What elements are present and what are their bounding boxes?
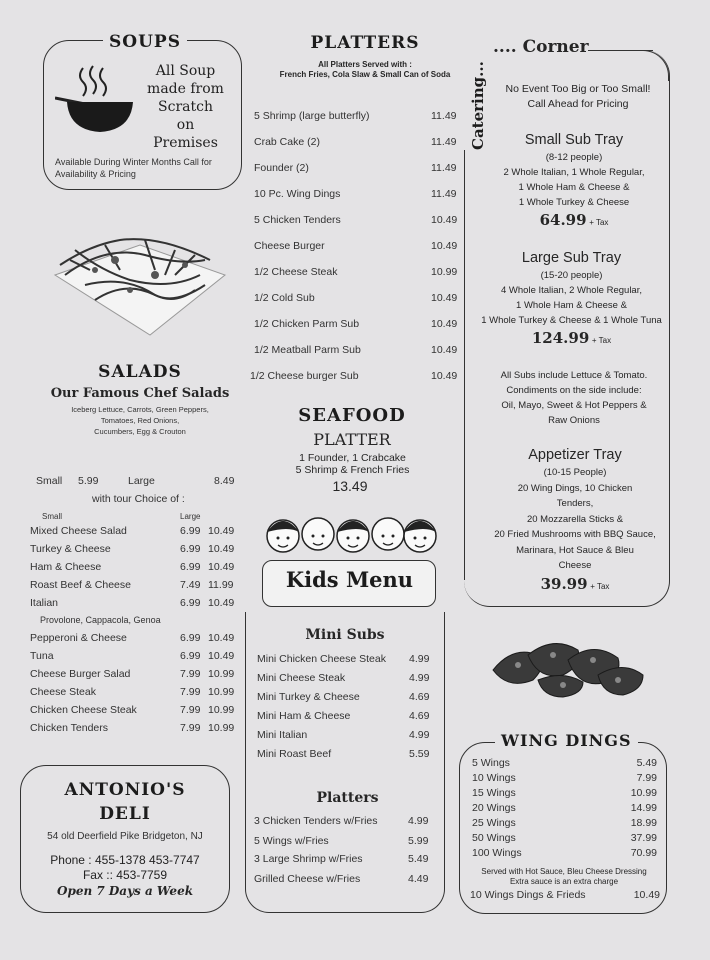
mini-sub-name: Mini Ham & Cheese — [257, 710, 351, 722]
platter-item-price: 10.49 — [431, 370, 458, 382]
appetizer-line-6: Cheese — [558, 560, 592, 571]
catering-side-label: Catering... — [469, 61, 487, 150]
salad-item-detail — [40, 615, 245, 630]
wing-item — [472, 787, 657, 802]
salad-item-large: 10.49 — [208, 632, 235, 644]
wings-note-line-2: Extra sauce is an extra charge — [509, 877, 619, 886]
wing-item-price: 70.99 — [630, 847, 657, 859]
wings-image — [488, 630, 648, 705]
wing-item-name: 20 Wings — [472, 802, 516, 814]
mini-sub-price: 5.59 — [409, 748, 430, 760]
catering-intro-line-1: No Event Too Big or Too Small! — [505, 83, 651, 95]
platter-item-name: 1/2 Cheese Steak — [254, 266, 338, 278]
wings-list — [472, 757, 657, 867]
salad-item-name: Mixed Cheese Salad — [30, 525, 127, 537]
platter-item-price: 10.49 — [431, 214, 458, 226]
seafood-title: SEAFOOD — [298, 405, 406, 426]
platter-item-name: Founder (2) — [254, 162, 309, 174]
kids-platter-name: Grilled Cheese w/Fries — [254, 873, 361, 885]
platter-item-name: 1/2 Chicken Parm Sub — [254, 318, 360, 330]
appetizer-people: (10-15 People) — [543, 467, 607, 478]
salad-item — [30, 525, 245, 540]
platter-item — [254, 240, 464, 255]
large-sub-price: 124.99 — [531, 329, 590, 347]
wing-item-name: 100 Wings — [472, 847, 522, 859]
salad-item-large: 10.49 — [208, 525, 235, 537]
mini-sub-price: 4.99 — [409, 672, 430, 684]
salads-large-price: 8.49 — [214, 475, 235, 487]
catering-box-left-rule — [464, 150, 465, 580]
wing-item — [472, 817, 657, 832]
wings-note — [464, 867, 664, 887]
platter-item — [254, 136, 464, 151]
wing-item-price: 5.49 — [636, 757, 657, 769]
salad-item-small: 6.99 — [180, 561, 201, 573]
platter-item-price: 11.49 — [431, 110, 457, 122]
large-sub-price-row — [474, 331, 669, 348]
platters-subtitle-line-1: All Platters Served with : — [318, 60, 412, 69]
salad-item — [30, 543, 245, 558]
kids-platter-item — [254, 853, 434, 868]
salads-title: SALADS — [98, 362, 182, 382]
salad-item — [30, 722, 245, 737]
platter-item — [254, 162, 464, 177]
subs-note-line-1: All Subs include Lettuce & Tomato. — [500, 370, 648, 381]
soups-line-3: Scratch — [158, 99, 213, 115]
salad-item-large: 11.99 — [208, 579, 234, 591]
large-sub-people: (15-20 people) — [540, 270, 603, 281]
subs-note-line-3: Oil, Mayo, Sweet & Hot Peppers & — [501, 400, 647, 411]
mini-sub-item — [257, 729, 437, 744]
platter-item-price: 10.49 — [431, 318, 458, 330]
small-sub-line-3: 1 Whole Turkey & Cheese — [518, 197, 630, 208]
salad-item-small: 6.99 — [180, 543, 201, 555]
salad-item-large: 10.49 — [208, 543, 235, 555]
platter-item-price: 10.49 — [431, 344, 458, 356]
wings-combo — [470, 889, 660, 903]
wing-item — [472, 802, 657, 817]
salads-ingredients — [40, 404, 240, 437]
salad-item — [30, 597, 245, 612]
subs-note-line-4: Raw Onions — [548, 415, 600, 426]
mini-sub-item — [257, 672, 437, 687]
platters-subtitle — [250, 60, 480, 80]
salad-item — [30, 686, 245, 701]
salad-item-large: 10.49 — [208, 597, 235, 609]
deli-name-line-1: ANTONIO'S — [64, 780, 186, 800]
small-sub-tax: + Tax — [589, 218, 609, 227]
wing-item — [472, 772, 657, 787]
salad-item-name: Provolone, Cappacola, Genoa — [40, 615, 161, 625]
salads-ingredients-line-3: Cucumbers, Egg & Crouton — [94, 427, 186, 436]
mini-sub-item — [257, 748, 437, 763]
kids-platter-name: 3 Large Shrimp w/Fries — [254, 853, 363, 865]
salad-item-small: 6.99 — [180, 650, 201, 662]
salads-small-label: Small — [36, 475, 63, 487]
platter-item-price: 10.99 — [431, 266, 458, 278]
mini-sub-price: 4.99 — [409, 729, 430, 741]
soups-note: Available During Winter Months Call for Availability & Pricing — [55, 157, 212, 179]
mini-sub-price: 4.99 — [409, 653, 430, 665]
platter-item — [254, 318, 464, 333]
mini-sub-item — [257, 691, 437, 706]
soups-line-5: Premises — [153, 135, 218, 151]
platter-item — [250, 370, 464, 385]
soup-bowl-icon — [55, 62, 135, 137]
wing-item-name: 5 Wings — [472, 757, 510, 769]
deli-phone: Phone : 455-1378 453-7747 — [50, 853, 200, 867]
appetizer-line-5: Marinara, Hot Sauce & Bleu — [516, 544, 634, 556]
salads-col-small: Small — [42, 512, 63, 521]
appetizer-line-4: 20 Fried Mushrooms with BBQ Sauce, — [494, 529, 656, 540]
platter-item-name: 1/2 Cold Sub — [254, 292, 315, 304]
catering-intro — [488, 82, 668, 112]
salad-item-small: 7.49 — [180, 579, 201, 591]
salad-item — [30, 704, 245, 719]
seafood-subtitle: PLATTER — [313, 430, 391, 449]
mini-sub-item — [257, 653, 437, 668]
soups-title: SOUPS — [103, 32, 187, 52]
platter-item-price: 10.49 — [431, 240, 458, 252]
small-sub-tray — [484, 130, 664, 230]
salads-ingredients-line-2: Tomatoes, Red Onions, — [100, 416, 180, 425]
wings-combo-name: 10 Wings Dings & Frieds — [470, 889, 586, 901]
salad-item-small: 7.99 — [180, 686, 201, 698]
platter-item-name: 5 Shrimp (large butterfly) — [254, 110, 370, 122]
mini-sub-price: 4.69 — [409, 710, 430, 722]
salad-item-name: Cheese Steak — [30, 686, 96, 698]
platter-item — [254, 214, 464, 229]
salad-item-small: 6.99 — [180, 597, 201, 609]
deli-hours: Open 7 Days a Week — [56, 884, 194, 898]
kids-platters-list — [254, 815, 434, 890]
salad-item — [30, 650, 245, 665]
wings-note-line-1: Served with Hot Sauce, Bleu Cheese Dressing — [481, 867, 647, 876]
small-sub-price-row — [484, 213, 664, 230]
mini-sub-name: Mini Roast Beef — [257, 748, 332, 760]
platters-list — [250, 110, 464, 390]
salad-item-name: Chicken Cheese Steak — [30, 704, 137, 716]
subs-note — [484, 368, 664, 428]
wing-item — [472, 757, 657, 772]
kids-platter-item — [254, 815, 434, 830]
soups-line-4: on — [176, 117, 195, 133]
platter-item — [254, 266, 464, 281]
platters-title: PLATTERS — [310, 33, 420, 53]
seafood-line-1: 1 Founder, 1 Crabcake — [299, 452, 406, 464]
salad-item-small: 7.99 — [180, 668, 201, 680]
salad-image — [45, 205, 235, 340]
kids-platter-price: 4.49 — [408, 873, 429, 885]
platter-item — [254, 110, 464, 125]
small-sub-line-2: 1 Whole Ham & Cheese & — [518, 182, 630, 193]
appetizer-price-row — [480, 574, 670, 595]
deli-name-line-2: DELI — [99, 804, 151, 824]
wing-item — [472, 832, 657, 847]
salads-col-large: Large — [180, 512, 201, 521]
kids-platters-title: Platters — [316, 790, 379, 806]
small-sub-people: (8-12 people) — [545, 152, 603, 163]
salad-item — [30, 668, 245, 683]
corner-title: .... Corner — [493, 37, 589, 57]
wing-item-price: 10.99 — [630, 787, 657, 799]
salad-item-name: Pepperoni & Cheese — [30, 632, 127, 644]
salad-item-name: Ham & Cheese — [30, 561, 102, 573]
platter-item — [254, 292, 464, 307]
salad-item-small: 7.99 — [180, 722, 201, 734]
salad-item-large: 10.99 — [208, 686, 235, 698]
appetizer-tax: + Tax — [590, 581, 610, 591]
platter-item-name: Crab Cake (2) — [254, 136, 320, 148]
appetizer-title: Appetizer Tray — [528, 447, 622, 463]
mini-sub-price: 4.69 — [409, 691, 430, 703]
salad-item-name: Roast Beef & Cheese — [30, 579, 131, 591]
kids-faces-image — [255, 506, 445, 566]
large-sub-line-1: 4 Whole Italian, 2 Whole Regular, — [501, 285, 642, 296]
salad-item — [30, 632, 245, 647]
platter-item-name: 10 Pc. Wing Dings — [254, 188, 341, 200]
salads-list — [30, 525, 245, 740]
soups-line-1: All Soup — [155, 63, 216, 79]
salad-item — [30, 579, 245, 594]
large-sub-line-3: 1 Whole Turkey & Cheese & 1 Whole Tuna — [481, 315, 662, 326]
soups-description — [138, 62, 233, 152]
large-sub-tax: + Tax — [591, 336, 612, 345]
mini-sub-name: Mini Italian — [257, 729, 308, 741]
platter-item — [254, 188, 464, 203]
large-sub-title: Large Sub Tray — [521, 250, 622, 266]
platter-item-name: 5 Chicken Tenders — [254, 214, 341, 226]
platters-subtitle-line-2: French Fries, Cola Slaw & Small Can of Soda — [279, 70, 451, 79]
deli-fax: Fax :: 453-7759 — [82, 868, 168, 882]
salad-item-small: 6.99 — [180, 525, 201, 537]
salad-item-small: 7.99 — [180, 704, 201, 716]
salads-subtitle: Our Famous Chef Salads — [50, 386, 230, 401]
salad-item-large: 10.49 — [208, 650, 235, 662]
kids-menu-title: Kids Menu — [285, 567, 414, 592]
kids-platter-item — [254, 873, 434, 888]
wing-item-name: 15 Wings — [472, 787, 516, 799]
seafood-price: 13.49 — [332, 478, 368, 494]
deli-address: 54 old Deerfield Pike Bridgeton, NJ — [47, 831, 203, 842]
platter-item-price: 11.49 — [431, 136, 457, 148]
kids-platter-item — [254, 835, 434, 850]
salad-item-name: Chicken Tenders — [30, 722, 109, 734]
platter-item-name: 1/2 Meatball Parm Sub — [254, 344, 361, 356]
salads-choice-text: with tour Choice of : — [92, 493, 185, 505]
platter-item — [254, 344, 464, 359]
seafood-line-2: 5 Shrimp & French Fries — [295, 464, 410, 476]
mini-subs-title: Mini Subs — [305, 627, 385, 643]
subs-note-line-2: Condiments on the side include: — [506, 385, 642, 396]
large-sub-line-2: 1 Whole Ham & Cheese & — [516, 300, 627, 311]
appetizer-line-3: 20 Mozzarella Sticks & — [526, 513, 624, 525]
mini-sub-name: Mini Cheese Steak — [257, 672, 346, 684]
kids-platter-name: 3 Chicken Tenders w/Fries — [254, 815, 378, 827]
salad-item-large: 10.99 — [208, 722, 235, 734]
soups-line-2: made from — [147, 81, 224, 97]
small-sub-title: Small Sub Tray — [524, 132, 624, 148]
platter-item-price: 11.49 — [431, 188, 457, 200]
salads-ingredients-line-1: Iceberg Lettuce, Carrots, Green Peppers, — [71, 405, 209, 414]
seafood-description — [260, 452, 445, 476]
catering-box-top-curve — [640, 50, 669, 81]
wing-item-price: 14.99 — [630, 802, 657, 814]
salads-small-price: 5.99 — [78, 475, 99, 487]
mini-sub-name: Mini Chicken Cheese Steak — [257, 653, 386, 665]
salad-item-large: 10.99 — [208, 704, 235, 716]
appetizer-tray — [480, 445, 670, 594]
kids-platter-price: 5.99 — [408, 835, 429, 847]
mini-sub-item — [257, 710, 437, 725]
wing-item-price: 18.99 — [630, 817, 657, 829]
platter-item-name: 1/2 Cheese burger Sub — [250, 370, 359, 382]
appetizer-price: 39.99 — [540, 574, 588, 593]
wing-item-price: 7.99 — [636, 772, 657, 784]
salads-size-row — [36, 475, 241, 489]
wings-combo-price: 10.49 — [633, 889, 660, 901]
wing-dings-title: WING DINGS — [495, 731, 638, 750]
salad-item-large: 10.49 — [208, 561, 235, 573]
salad-item-name: Turkey & Cheese — [30, 543, 111, 555]
platter-item-name: Cheese Burger — [254, 240, 325, 252]
appetizer-line-2: Tenders, — [556, 498, 594, 509]
wing-item-name: 10 Wings — [472, 772, 516, 784]
wing-item — [472, 847, 657, 862]
salad-item — [30, 561, 245, 576]
mini-sub-name: Mini Turkey & Cheese — [257, 691, 360, 703]
salad-item-name: Italian — [30, 597, 59, 609]
salad-item-small: 6.99 — [180, 632, 201, 644]
small-sub-line-1: 2 Whole Italian, 1 Whole Regular, — [503, 167, 645, 178]
catering-intro-line-2: Call Ahead for Pricing — [527, 98, 629, 110]
mini-subs-list — [257, 653, 437, 763]
platter-item-price: 10.49 — [431, 292, 458, 304]
wing-item-price: 37.99 — [630, 832, 657, 844]
large-sub-tray — [474, 248, 669, 348]
salad-item-large: 10.99 — [208, 668, 235, 680]
salad-item-name: Tuna — [30, 650, 54, 662]
kids-platter-price: 4.99 — [408, 815, 429, 827]
deli-name — [20, 778, 230, 826]
platter-item-price: 11.49 — [431, 162, 457, 174]
appetizer-line-1: 20 Wing Dings, 10 Chicken — [517, 482, 633, 494]
small-sub-price: 64.99 — [539, 211, 587, 229]
kids-platter-price: 5.49 — [408, 853, 429, 865]
salad-item-name: Cheese Burger Salad — [30, 668, 131, 680]
wing-item-name: 50 Wings — [472, 832, 516, 844]
wing-item-name: 25 Wings — [472, 817, 516, 829]
salads-large-label: Large — [128, 475, 155, 487]
kids-platter-name: 5 Wings w/Fries — [254, 835, 329, 847]
